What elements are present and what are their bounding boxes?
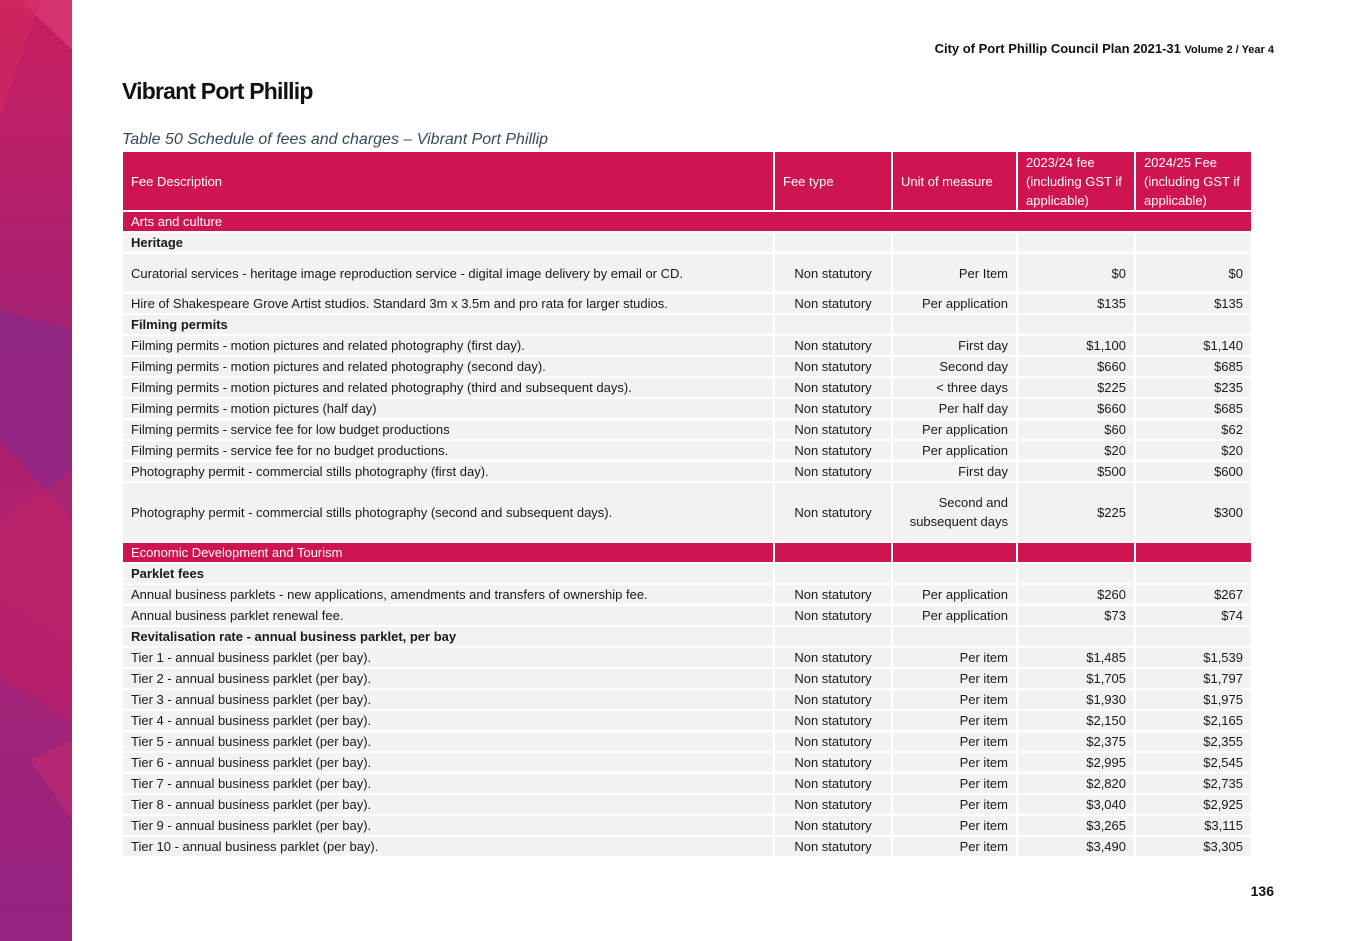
fee-type-cell: Non statutory: [774, 836, 892, 857]
fee-2024-cell: $685: [1135, 356, 1252, 377]
fee-description-cell: Tier 2 - annual business parklet (per bay).: [123, 668, 774, 689]
fee-description-cell: Filming permits - motion pictures and related photography (third and subsequent days).: [123, 377, 774, 398]
plan-title: City of Port Phillip Council Plan 2021-31: [934, 41, 1181, 56]
unit-of-measure-cell: Per item: [892, 647, 1017, 668]
unit-of-measure-cell: Per item: [892, 836, 1017, 857]
unit-of-measure-cell: Per item: [892, 731, 1017, 752]
category-label: Economic Development and Tourism: [123, 542, 774, 563]
fee-2023-cell: $660: [1017, 356, 1135, 377]
fee-description-cell: Tier 10 - annual business parklet (per bay).: [123, 836, 774, 857]
header-row: [123, 152, 1252, 211]
fee-2024-cell: $0: [1135, 253, 1252, 293]
unit-of-measure-cell: Per item: [892, 773, 1017, 794]
fee-type-cell: Non statutory: [774, 398, 892, 419]
fee-2023-cell: $225: [1017, 482, 1135, 542]
fee-type-cell: Non statutory: [774, 752, 892, 773]
fee-description-cell: Tier 8 - annual business parklet (per bay).: [123, 794, 774, 815]
fee-2024-cell: $685: [1135, 398, 1252, 419]
fee-description-cell: Annual business parklets - new applications, amendments and transfers of ownership fee.: [123, 584, 774, 605]
fee-type-cell: Non statutory: [774, 794, 892, 815]
fee-2024-cell: $1,975: [1135, 689, 1252, 710]
fee-2023-cell: $135: [1017, 293, 1135, 314]
table-row: [123, 710, 1252, 731]
fee-2023-cell: $2,375: [1017, 731, 1135, 752]
fee-2024-cell: $2,735: [1135, 773, 1252, 794]
category-row-economic: [123, 542, 1252, 563]
fee-2023-cell: $2,150: [1017, 710, 1135, 731]
fee-2023-cell: $3,040: [1017, 794, 1135, 815]
unit-of-measure-cell: Second and subsequent days: [892, 482, 1017, 542]
unit-of-measure-cell: Second day: [892, 356, 1017, 377]
table-row: [123, 398, 1252, 419]
fee-description-cell: Filming permits - service fee for no budget productions.: [123, 440, 774, 461]
fee-2023-cell: $1,705: [1017, 668, 1135, 689]
fee-2023-cell: $500: [1017, 461, 1135, 482]
fee-description-cell: Photography permit - commercial stills photography (first day).: [123, 461, 774, 482]
fee-type-cell: Non statutory: [774, 584, 892, 605]
fee-2023-cell: $2,995: [1017, 752, 1135, 773]
fee-2024-cell: $74: [1135, 605, 1252, 626]
volume-label: Volume 2 / Year 4: [1184, 44, 1274, 56]
fee-description-cell: Tier 6 - annual business parklet (per bay).: [123, 752, 774, 773]
column-header-fee-2023: 2023/24 fee (including GST if applicable): [1017, 152, 1135, 211]
page-number: 136: [1250, 883, 1274, 899]
fee-2024-cell: $1,539: [1135, 647, 1252, 668]
fee-2024-cell: $2,925: [1135, 794, 1252, 815]
column-header-description: Fee Description: [123, 152, 774, 211]
subheading-label: Parklet fees: [123, 563, 774, 584]
fee-2023-cell: $260: [1017, 584, 1135, 605]
fee-2024-cell: $2,545: [1135, 752, 1252, 773]
table-row: [123, 335, 1252, 356]
fees-table: [123, 152, 1253, 858]
fee-description-cell: Tier 7 - annual business parklet (per bay).: [123, 773, 774, 794]
unit-of-measure-cell: First day: [892, 335, 1017, 356]
table-row: [123, 752, 1252, 773]
fee-type-cell: Non statutory: [774, 335, 892, 356]
fee-description-cell: Filming permits - motion pictures (half day): [123, 398, 774, 419]
table-row: [123, 605, 1252, 626]
unit-of-measure-cell: Per item: [892, 794, 1017, 815]
fee-description-cell: Annual business parklet renewal fee.: [123, 605, 774, 626]
fee-2024-cell: $235: [1135, 377, 1252, 398]
section-title: Vibrant Port Phillip: [122, 78, 313, 104]
table-row: [123, 815, 1252, 836]
fee-2024-cell: $62: [1135, 419, 1252, 440]
fee-2023-cell: $1,485: [1017, 647, 1135, 668]
unit-of-measure-cell: Per item: [892, 710, 1017, 731]
unit-of-measure-cell: First day: [892, 461, 1017, 482]
fee-description-cell: Tier 9 - annual business parklet (per bay).: [123, 815, 774, 836]
subheading-label: Heritage: [123, 232, 774, 253]
fee-2024-cell: $600: [1135, 461, 1252, 482]
fee-description-cell: Hire of Shakespeare Grove Artist studios. Standard 3m x 3.5m and pro rata for larger studios.: [123, 293, 774, 314]
fee-2024-cell: $3,115: [1135, 815, 1252, 836]
subheading-row-heritage: [123, 232, 1252, 253]
fee-type-cell: Non statutory: [774, 419, 892, 440]
category-label: Arts and culture: [123, 211, 1252, 232]
fee-description-cell: Tier 3 - annual business parklet (per bay).: [123, 689, 774, 710]
table-header: [123, 152, 1252, 211]
subheading-label: Filming permits: [123, 314, 774, 335]
unit-of-measure-cell: Per item: [892, 815, 1017, 836]
table-row: [123, 773, 1252, 794]
table-body: [123, 211, 1252, 857]
fee-type-cell: Non statutory: [774, 356, 892, 377]
side-strip-graphic: [0, 0, 72, 941]
fee-2024-cell: $1,140: [1135, 335, 1252, 356]
subheading-row-filming: [123, 314, 1252, 335]
fee-2023-cell: $60: [1017, 419, 1135, 440]
fee-2024-cell: $135: [1135, 293, 1252, 314]
fee-type-cell: Non statutory: [774, 710, 892, 731]
running-header: [935, 41, 1274, 56]
fee-2024-cell: $3,305: [1135, 836, 1252, 857]
fee-2024-cell: $300: [1135, 482, 1252, 542]
unit-of-measure-cell: < three days: [892, 377, 1017, 398]
fee-2023-cell: $73: [1017, 605, 1135, 626]
unit-of-measure-cell: Per Item: [892, 253, 1017, 293]
fee-2023-cell: $20: [1017, 440, 1135, 461]
fee-2023-cell: $3,490: [1017, 836, 1135, 857]
fee-description-cell: Filming permits - motion pictures and related photography (first day).: [123, 335, 774, 356]
category-row-arts: [123, 211, 1252, 232]
table-row: [123, 836, 1252, 857]
unit-of-measure-cell: Per item: [892, 689, 1017, 710]
fee-2023-cell: $225: [1017, 377, 1135, 398]
fee-2024-cell: $267: [1135, 584, 1252, 605]
fee-type-cell: Non statutory: [774, 377, 892, 398]
fee-description-cell: Tier 4 - annual business parklet (per bay).: [123, 710, 774, 731]
fee-type-cell: Non statutory: [774, 815, 892, 836]
fee-description-cell: Photography permit - commercial stills photography (second and subsequent days).: [123, 482, 774, 542]
fee-type-cell: Non statutory: [774, 731, 892, 752]
fee-type-cell: Non statutory: [774, 440, 892, 461]
fee-2023-cell: $1,100: [1017, 335, 1135, 356]
fee-type-cell: Non statutory: [774, 461, 892, 482]
unit-of-measure-cell: Per item: [892, 752, 1017, 773]
column-header-unit: Unit of measure: [892, 152, 1017, 211]
unit-of-measure-cell: Per item: [892, 668, 1017, 689]
fee-2024-cell: $20: [1135, 440, 1252, 461]
table-row: [123, 647, 1252, 668]
table-row: [123, 253, 1252, 293]
fee-type-cell: Non statutory: [774, 689, 892, 710]
table-row: [123, 293, 1252, 314]
fee-description-cell: Filming permits - motion pictures and related photography (second day).: [123, 356, 774, 377]
unit-of-measure-cell: Per application: [892, 605, 1017, 626]
subheading-row-revitalisation: [123, 626, 1252, 647]
table-caption: Table 50 Schedule of fees and charges – Vibrant Port Phillip: [122, 131, 549, 148]
fee-description-cell: Tier 1 - annual business parklet (per bay).: [123, 647, 774, 668]
table-row: [123, 689, 1252, 710]
fee-type-cell: Non statutory: [774, 293, 892, 314]
fee-2024-cell: $1,797: [1135, 668, 1252, 689]
fee-2024-cell: $2,165: [1135, 710, 1252, 731]
table-row: [123, 794, 1252, 815]
column-header-fee-type: Fee type: [774, 152, 892, 211]
fee-type-cell: Non statutory: [774, 773, 892, 794]
table-row: [123, 482, 1252, 542]
fee-2024-cell: $2,355: [1135, 731, 1252, 752]
fee-2023-cell: $1,930: [1017, 689, 1135, 710]
unit-of-measure-cell: Per half day: [892, 398, 1017, 419]
column-header-fee-2024: 2024/25 Fee (including GST if applicable): [1135, 152, 1252, 211]
unit-of-measure-cell: Per application: [892, 419, 1017, 440]
table-row: [123, 461, 1252, 482]
fee-description-cell: Tier 5 - annual business parklet (per bay).: [123, 731, 774, 752]
fee-2023-cell: $0: [1017, 253, 1135, 293]
table-row: [123, 356, 1252, 377]
unit-of-measure-cell: Per application: [892, 440, 1017, 461]
subheading-row-parklet: [123, 563, 1252, 584]
fee-description-cell: Filming permits - service fee for low budget productions: [123, 419, 774, 440]
table-row: [123, 377, 1252, 398]
fee-type-cell: Non statutory: [774, 668, 892, 689]
unit-of-measure-cell: Per application: [892, 584, 1017, 605]
fee-2023-cell: $3,265: [1017, 815, 1135, 836]
fee-description-cell: Curatorial services - heritage image reproduction service - digital image delivery by email or CD.: [123, 253, 774, 293]
table-row: [123, 731, 1252, 752]
table-row: [123, 440, 1252, 461]
fee-type-cell: Non statutory: [774, 253, 892, 293]
table-row: [123, 668, 1252, 689]
decorative-side-strip: [0, 0, 72, 941]
fee-2023-cell: $660: [1017, 398, 1135, 419]
fee-type-cell: Non statutory: [774, 605, 892, 626]
fee-type-cell: Non statutory: [774, 482, 892, 542]
table-row: [123, 584, 1252, 605]
fee-type-cell: Non statutory: [774, 647, 892, 668]
fee-2023-cell: $2,820: [1017, 773, 1135, 794]
table-row: [123, 419, 1252, 440]
subheading-label: Revitalisation rate - annual business parklet, per bay: [123, 626, 774, 647]
unit-of-measure-cell: Per application: [892, 293, 1017, 314]
